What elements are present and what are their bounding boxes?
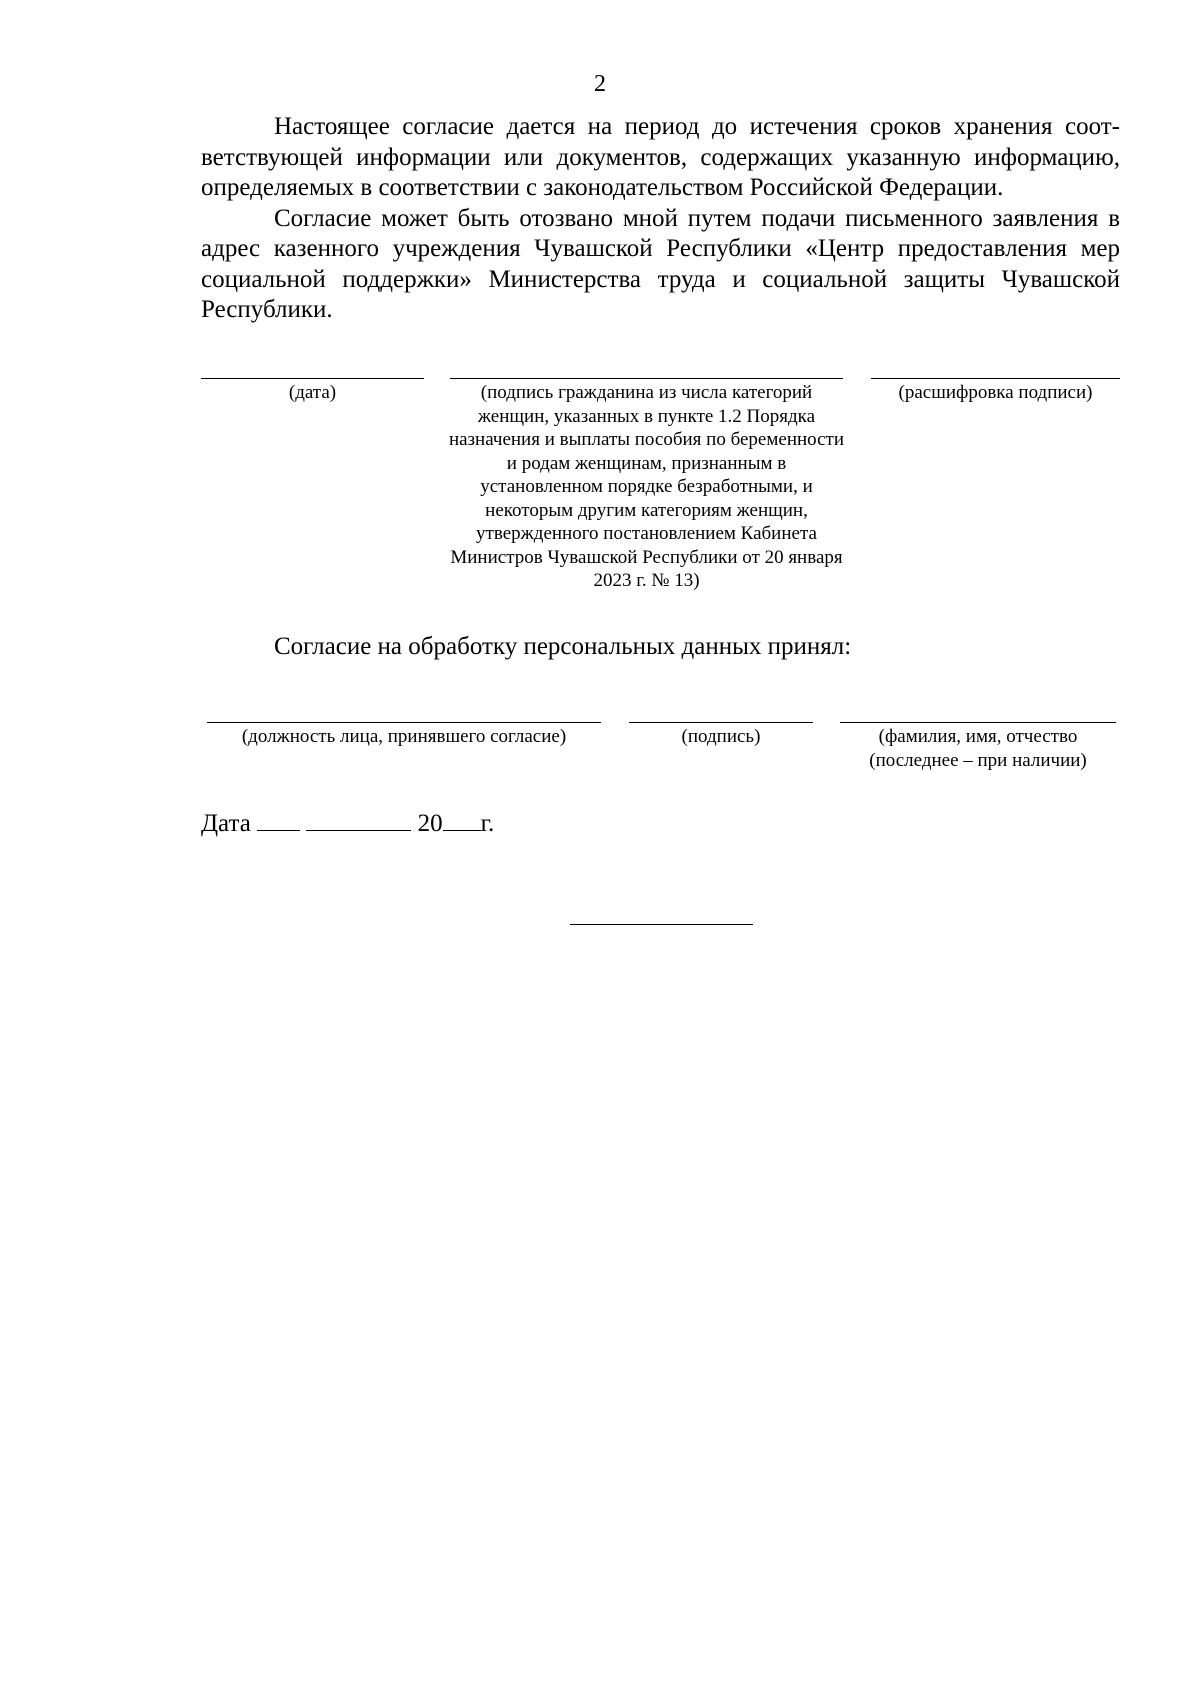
date-label: Дата bbox=[201, 810, 251, 837]
signature-decoding-caption: (расшифровка подписи) bbox=[898, 382, 1093, 403]
accepting-signature-caption: (подпись) bbox=[681, 726, 761, 747]
accepting-position-caption: (должность лица, принявшего согласие) bbox=[241, 726, 567, 747]
consent-body bbox=[201, 112, 1120, 326]
date-caption: (дата) bbox=[288, 382, 337, 403]
year-suffix: г. bbox=[480, 810, 495, 837]
year-blank bbox=[443, 808, 481, 831]
page-number: 2 bbox=[594, 71, 606, 97]
accepting-name-line bbox=[840, 722, 1116, 723]
date-fill-line bbox=[201, 808, 494, 839]
date-signature-line bbox=[201, 378, 424, 379]
consent-revocation-paragraph: Согласие может быть отозвано мной путем подачи письменного заявления в адрес казенного учреждения Чувашской Республики «Центр предоставления мер социальной поддержки» Министерства труда и социальной защиты Чувашской Республики. bbox=[201, 204, 1120, 323]
accepting-name-caption: (фамилия, имя, отчество (последнее – при наличии) bbox=[869, 726, 1087, 771]
month-blank bbox=[306, 808, 411, 831]
citizen-signature-caption: (подпись гражданина из числа категорий женщин, указанных в пункте 1.2 Порядка назначения и выплаты пособия по беременности и родам женщинам, признанным в установленном порядке безработными, и некоторым другим категориям женщин, утвержденного постановлением Кабинета Министров Чувашской Республики от 20 января 2023 г. № 13) bbox=[448, 382, 845, 591]
accepting-position-line bbox=[207, 722, 601, 723]
day-blank bbox=[257, 808, 300, 831]
century-text: 20 bbox=[417, 810, 443, 837]
consent-period-paragraph: Настоящее согласие дается на период до истечения сроков хранения соответствующей информации или документов, содержащих указанную информацию, определяемых в соответствии с законодательством Российской Федерации. bbox=[201, 113, 1120, 201]
citizen-signature-line bbox=[450, 378, 843, 379]
acceptance-statement: Согласие на обработку персональных данных принял: bbox=[274, 633, 852, 660]
document-end-rule bbox=[570, 924, 753, 925]
signature-decoding-line bbox=[871, 378, 1120, 379]
accepting-signature-line bbox=[629, 722, 813, 723]
